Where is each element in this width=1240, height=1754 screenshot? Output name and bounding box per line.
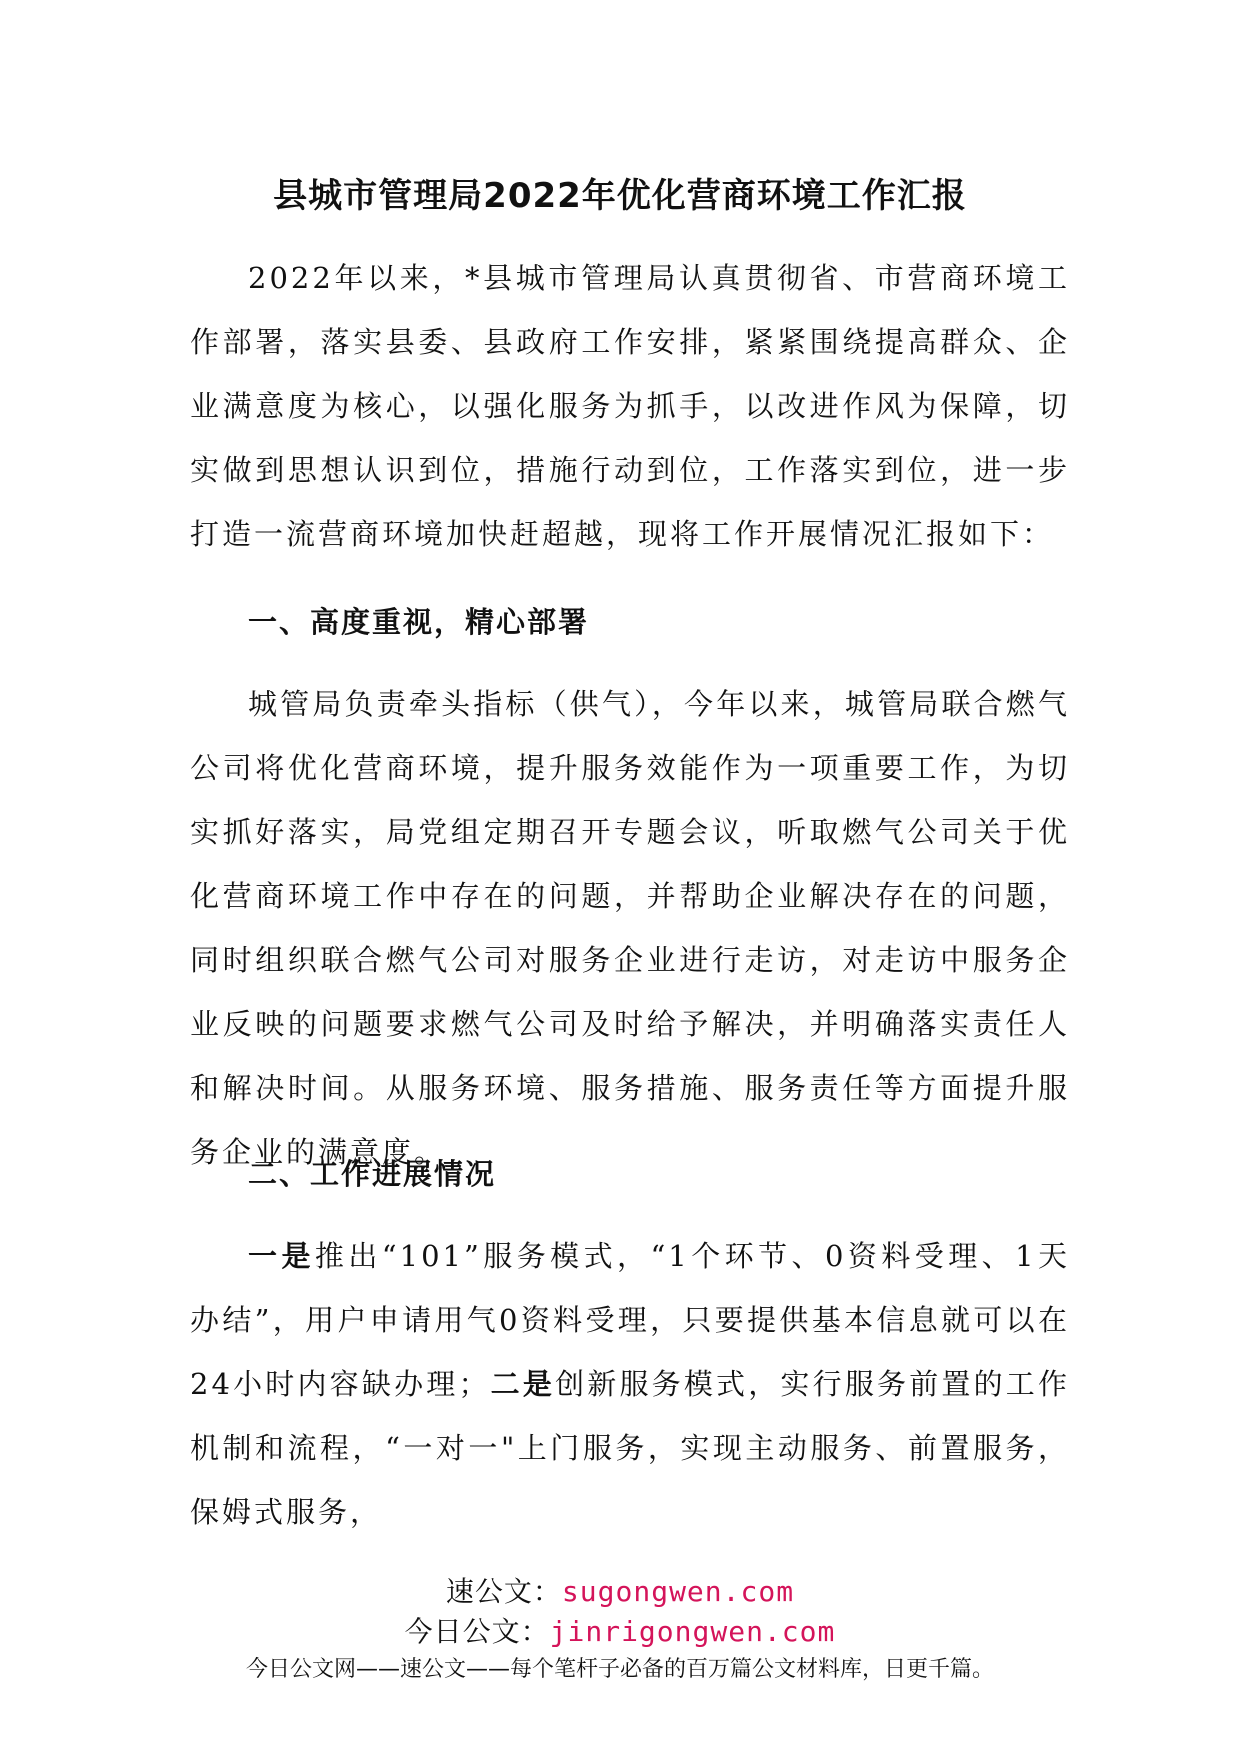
section-2-heading: 二、工作进展情况 [248, 1157, 497, 1191]
section-1-paragraph: 城管局负责牵头指标（供气），今年以来，城管局联合燃气公司将优化营商环境，提升服务效能作为一项重要工作，为切实抓好落实，局党组定期召开专题会议，听取燃气公司关于优化营商环境工作中存在的问题，并帮助企业解决存在的问题，同时组织联合燃气公司对服务企业进行走访，对走访中服务企业反映的问题要求燃气公司及时给予解决，并明确落实责任人和解决时间。从服务环境、服务措施、服务责任等方面提升服务企业的满意度。 [190, 687, 1070, 1169]
footer-jinrigongwen [0, 1612, 1240, 1652]
lead-one: 一是 [248, 1239, 315, 1273]
item-one-text: 推出“101”服务模式，“1个环节、0资料受理、1天办结”，用户申请用气0资料受理，只要提供基本信息就可以在24小时内容缺办理； [190, 1239, 1070, 1401]
intro-paragraph: 2022年以来，*县城市管理局认真贯彻省、市营商环境工作部署，落实县委、县政府工作安排，紧紧围绕提高群众、企业满意度为核心，以强化服务为抓手，以改进作风为保障，切实做到思想认识到位，措施行动到位，工作落实到位，进一步打造一流营商环境加快赶超越，现将工作开展情况汇报如下： [190, 261, 1070, 551]
item-two-text: 创新服务模式，实行服务前置的工作机制和流程，“一对一"上门服务，实现主动服务、前置服务，保姆式服务， [190, 1367, 1070, 1529]
document-title: 县城市管理局2022年优化营商环境工作汇报 [273, 176, 967, 216]
footer-label-jinrigongwen: 今日公文： [404, 1615, 550, 1648]
footer-link-jinrigongwen[interactable]: jinrigongwen.com [549, 1615, 836, 1648]
footer-label-sugongwen: 速公文： [445, 1575, 562, 1608]
section-1-heading: 一、高度重视，精心部署 [248, 605, 590, 639]
section-2-paragraph [190, 1224, 1070, 1544]
footer-sugongwen [0, 1572, 1240, 1612]
footer-slogan: 今日公文网——速公文——每个笔杆子必备的百万篇公文材料库，日更千篇。 [245, 1657, 994, 1682]
lead-two: 二是 [490, 1367, 556, 1401]
footer-link-sugongwen[interactable]: sugongwen.com [561, 1575, 795, 1608]
